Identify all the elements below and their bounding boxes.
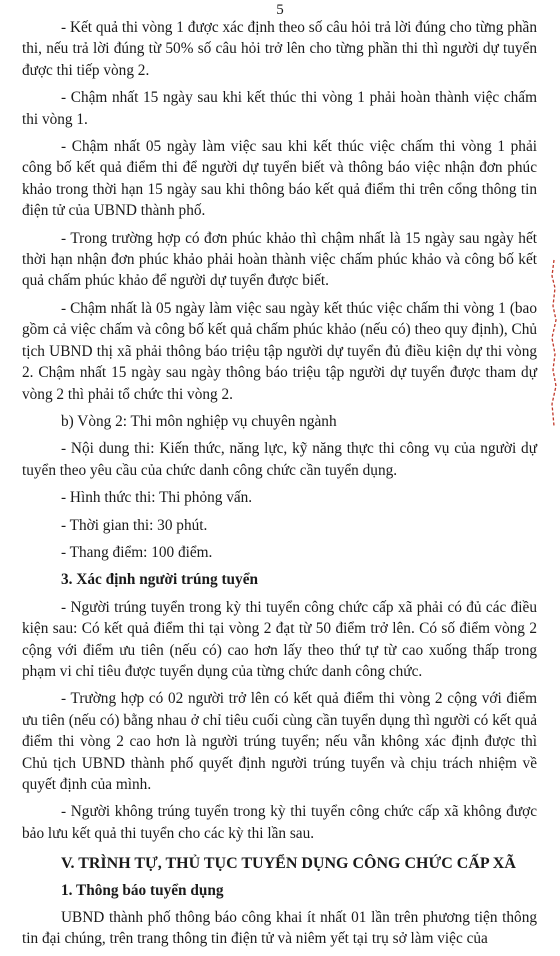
paragraph-round2-format: - Hình thức thi: Thi phỏng vấn.: [61, 489, 253, 507]
page-content: [22, 17, 537, 956]
paragraph-appeal-review: - Trong trường hợp có đơn phúc khảo thì chậm nhất là 15 ngày sau ngày hết thời hạn nhận đơn phúc khảo phải hoàn thành việc chấm phúc khảo và công bố kết quả chấm phúc khảo để người dự tuyển được biết.: [22, 229, 537, 290]
paragraph-round2-summons: - Chậm nhất là 05 ngày làm việc sau ngày kết thúc việc chấm thi vòng 1 (bao gồm cả việc chấm và công bố kết quả chấm phúc khảo (nếu có) theo quy định), Chủ tịch UBND thị xã phải thông báo triệu tập người dự tuyển đủ điều kiện dự thi vòng 2. Chậm nhất 15 ngày sau ngày thông báo triệu tập người dự tuyển được tham dự vòng 2 thì phải tổ chức thi vòng 2.: [22, 299, 537, 403]
paragraph-round2-scale: - Thang điểm: 100 điểm.: [61, 543, 213, 561]
paragraph-round2-content: - Nội dung thi: Kiến thức, năng lực, kỹ năng thực thi công vụ của người dự tuyển theo yêu cầu của chức danh công chức cần tuyển dụng.: [22, 440, 537, 479]
paragraph-no-carryover: - Người không trúng tuyển trong kỳ thi tuyển công chức cấp xã không được bảo lưu kết quả thi tuyển cho các kỳ thi lần sau.: [22, 803, 537, 842]
page-number: 5: [276, 2, 284, 18]
paragraph-round1-announcement: - Chậm nhất 05 ngày làm việc sau khi kết thúc việc chấm thi vòng 1 phải công bố kết quả điểm thi để người dự tuyển biết và thông báo việc nhận đơn phúc khảo trong thời hạn 15 ngày sau khi thông báo kết quả điểm thi trên cổng thông tin điện tử của UBND thành phố.: [22, 138, 537, 220]
heading-recruitment-notice: 1. Thông báo tuyển dụng: [61, 881, 224, 899]
margin-stamp-mark: [549, 258, 559, 428]
paragraph-winner-conditions: - Người trúng tuyển trong kỳ thi tuyển công chức cấp xã phải có đủ các điều kiện sau: Có kết quả điểm thi tại vòng 2 đạt từ 50 điểm trở lên. Có số điểm vòng 2 cộng với điểm ưu tiên (nếu có) cao hơn lấy theo thứ tự từ cao xuống thấp trong phạm vi chỉ tiêu được tuyển dụng của từng chức danh công chức.: [22, 598, 537, 680]
paragraph-round2-title: b) Vòng 2: Thi môn nghiệp vụ chuyên ngành: [61, 412, 337, 430]
heading-determine-winners: 3. Xác định người trúng tuyển: [61, 571, 258, 589]
paragraph-tie-break: - Trường hợp có 02 người trở lên có kết quả điểm thi vòng 2 cộng với điểm ưu tiên (nếu có) bằng nhau ở chỉ tiêu cuối cùng cần tuyển dụng thì người có kết quả điểm thi vòng 2 cao hơn là người trúng tuyển; nếu vẫn không xác định được thì Chủ tịch UBND thành phố quyết định người trúng tuyển và chịu trách nhiệm về quyết định của mình.: [22, 690, 537, 793]
paragraph-round1-grading-deadline: - Chậm nhất 15 ngày sau khi kết thúc thi vòng 1 phải hoàn thành việc chấm thi vòng 1.: [22, 89, 537, 128]
paragraph-round2-duration: - Thời gian thi: 30 phút.: [61, 516, 208, 534]
section-heading-procedure: V. TRÌNH TỰ, THỦ TỤC TUYỂN DỤNG CÔNG CHỨC CẤP XÃ: [61, 855, 516, 873]
paragraph-round1-result: - Kết quả thi vòng 1 được xác định theo số câu hỏi trả lời đúng cho từng phần thi, nếu trả lời đúng từ 50% số câu hỏi trở lên cho từng phần thi thì người dự tuyển được thi tiếp vòng 2.: [22, 19, 537, 79]
paragraph-notice-publication: UBND thành phố thông báo công khai ít nhất 01 lần trên phương tiện thông tin đại chúng, trên trang thông tin điện tử và niêm yết tại trụ sở làm việc của: [22, 909, 537, 948]
